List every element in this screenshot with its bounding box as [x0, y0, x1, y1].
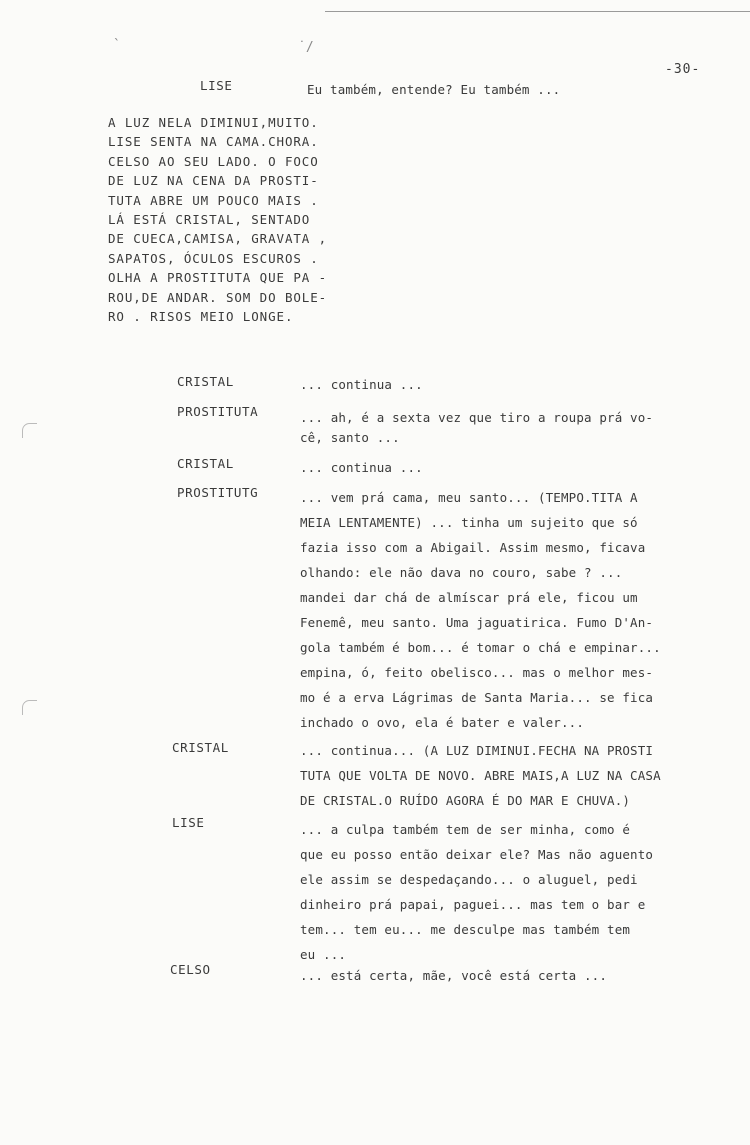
dialogue-line: MEIA LENTAMENTE) ... tinha um sujeito que só: [300, 515, 638, 530]
dialogue-line: tem... tem eu... me desculpe mas também tem: [300, 922, 631, 937]
dialogue-line: empina, ó, feito obelisco... mas o melhor mes-: [300, 665, 654, 680]
stage-direction-line: OLHA A PROSTITUTA QUE PA -: [108, 270, 328, 286]
dialogue-line: ... a culpa também tem de ser minha, como é: [300, 822, 631, 837]
dialogue-line: mo é a erva Lágrimas de Santa Maria... se fica: [300, 690, 654, 705]
stray-mark-icon: `: [113, 38, 121, 53]
top-rule: [325, 11, 750, 12]
dialogue-line: gola também é bom... é tomar o chá e empinar...: [300, 640, 661, 655]
speaker-name: CELSO: [170, 962, 211, 977]
dialogue-line: TUTA QUE VOLTA DE NOVO. ABRE MAIS,A LUZ NA CASA: [300, 768, 661, 783]
stage-direction-line: DE CUECA,CAMISA, GRAVATA ,: [108, 231, 328, 247]
speaker-name: CRISTAL: [172, 740, 229, 755]
margin-mark-icon: [22, 423, 37, 438]
dialogue-line: mandei dar chá de almíscar prá ele, ficou um: [300, 590, 638, 605]
dialogue-line: ... está certa, mãe, você está certa ...: [300, 968, 608, 983]
margin-mark-icon: [22, 700, 37, 715]
stage-direction: [108, 113, 358, 326]
stage-direction-line: RO . RISOS MEIO LONGE.: [108, 309, 294, 325]
stage-direction-line: LÁ ESTÁ CRISTAL, SENTADO: [108, 212, 311, 228]
speaker-name: CRISTAL: [177, 456, 234, 471]
dialogue-line: dinheiro prá papai, paguei... mas tem o bar e: [300, 897, 646, 912]
stray-mark-icon: ˙/: [298, 40, 314, 55]
dialogue-line: eu ...: [300, 947, 347, 962]
stage-direction-line: LISE SENTA NA CAMA.CHORA.: [108, 134, 319, 150]
speaker-name: PROSTITUTA: [177, 404, 259, 419]
speaker-name: CRISTAL: [177, 374, 234, 389]
dialogue-line: Eu também, entende? Eu também ...: [307, 82, 561, 97]
dialogue-line: ... continua ...: [300, 460, 423, 475]
dialogue-line: ... vem prá cama, meu santo... (TEMPO.TITA A: [300, 490, 638, 505]
page-number: -30-: [665, 62, 701, 77]
stage-direction-line: ROU,DE ANDAR. SOM DO BOLE-: [108, 289, 328, 305]
stage-direction-line: A LUZ NELA DIMINUI,MUITO.: [108, 115, 319, 130]
dialogue-line: Fenemê, meu santo. Uma jaguatirica. Fumo D'An-: [300, 615, 654, 630]
dialogue-line: ... continua... (A LUZ DIMINUI.FECHA NA PROSTI: [300, 743, 654, 758]
dialogue-line: ... continua ...: [300, 377, 423, 392]
dialogue-line: que eu posso então deixar ele? Mas não aguento: [300, 847, 654, 862]
dialogue-line: inchado o ovo, ela é bater e valer...: [300, 715, 584, 730]
stage-direction-line: TUTA ABRE UM POUCO MAIS .: [108, 192, 319, 208]
stage-direction-line: SAPATOS, ÓCULOS ESCUROS .: [108, 250, 319, 266]
stage-direction-line: CELSO AO SEU LADO. O FOCO: [108, 153, 319, 169]
dialogue-line: fazia isso com a Abigail. Assim mesmo, ficava: [300, 540, 646, 555]
dialogue-line: cê, santo ...: [300, 430, 400, 445]
dialogue-line: ele assim se despedaçando... o aluguel, pedi: [300, 872, 638, 887]
dialogue-line: olhando: ele não dava no couro, sabe ? ...: [300, 565, 623, 580]
dialogue-line: DE CRISTAL.O RUÍDO AGORA É DO MAR E CHUVA.): [300, 793, 631, 808]
stage-direction-line: DE LUZ NA CENA DA PROSTI-: [108, 173, 319, 189]
speaker-name: LISE: [200, 78, 233, 93]
speaker-name: PROSTITUTG: [177, 485, 259, 500]
speaker-name: LISE: [172, 815, 205, 830]
dialogue-line: ... ah, é a sexta vez que tiro a roupa prá vo-: [300, 410, 654, 425]
